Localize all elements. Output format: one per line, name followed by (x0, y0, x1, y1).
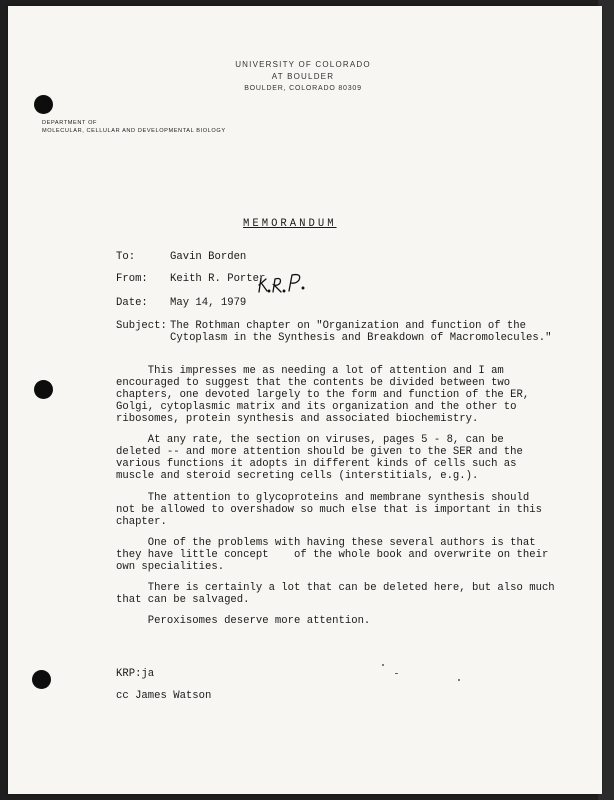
body-line: chapters, one devoted largely to the form and function of the ER, (116, 389, 530, 401)
body-line: ribosomes, protein synthesis and associated biochemistry. (116, 413, 479, 425)
body-line: Peroxisomes deserve more attention. (116, 615, 371, 627)
paper-speck (382, 664, 384, 666)
punch-hole-middle (34, 380, 53, 399)
body-line: various functions it adopts in different kinds of cells such as (116, 458, 517, 470)
from-value: Keith R. Porter (170, 273, 266, 285)
subject-line-2: Cytoplasm in the Synthesis and Breakdown of Macromolecules." (170, 332, 552, 344)
body-line: Golgi, cytoplasmic matrix and its organization and the other to (116, 401, 517, 413)
punch-hole-top (34, 95, 53, 114)
body-line: not be allowed to overshadow so much else that is important in this (116, 504, 542, 516)
subject-label: Subject: (116, 320, 167, 332)
handwritten-initials (257, 270, 307, 296)
punch-hole-bottom (32, 670, 51, 689)
body-line: chapter. (116, 516, 167, 528)
to-value: Gavin Borden (170, 251, 247, 263)
body-line: One of the problems with having these several authors is that (116, 537, 536, 549)
from-label: From: (116, 273, 148, 285)
body-line: muscle and steroid secreting cells (interstitials, e.g.). (116, 470, 479, 482)
date-label: Date: (116, 297, 148, 309)
body-line: This impresses me as needing a lot of attention and I am (116, 365, 504, 377)
cc-line: cc James Watson (116, 690, 212, 702)
body-line: The attention to glycoproteins and membrane synthesis should (116, 492, 530, 504)
body-line: that can be salvaged. (116, 594, 250, 606)
paper-speck (395, 673, 398, 674)
letterhead-address: BOULDER, COLORADO 80309 (244, 85, 362, 92)
letterhead-university: UNIVERSITY OF COLORADO (235, 60, 371, 69)
letterhead-campus: AT BOULDER (271, 72, 335, 81)
paper-speck (458, 679, 460, 681)
department-label: DEPARTMENT OF (42, 120, 98, 126)
memo-title: MEMORANDUM (243, 218, 337, 230)
department-name: MOLECULAR, CELLULAR AND DEVELOPMENTAL BIOLOGY (42, 128, 226, 134)
subject-line-1: The Rothman chapter on "Organization and function of the (170, 320, 527, 332)
body-line: own specialities. (116, 561, 225, 573)
body-line: they have little concept of the whole book and overwrite on their (116, 549, 549, 561)
body-line: encouraged to suggest that the contents be divided between two (116, 377, 511, 389)
typist-initials: KRP:ja (116, 668, 155, 680)
date-value: May 14, 1979 (170, 297, 247, 309)
body-line: deleted -- and more attention should be given to the SER and the (116, 446, 523, 458)
to-label: To: (116, 251, 136, 263)
body-line: At any rate, the section on viruses, pages 5 - 8, can be (116, 434, 504, 446)
body-line: There is certainly a lot that can be deleted here, but also much (116, 582, 555, 594)
